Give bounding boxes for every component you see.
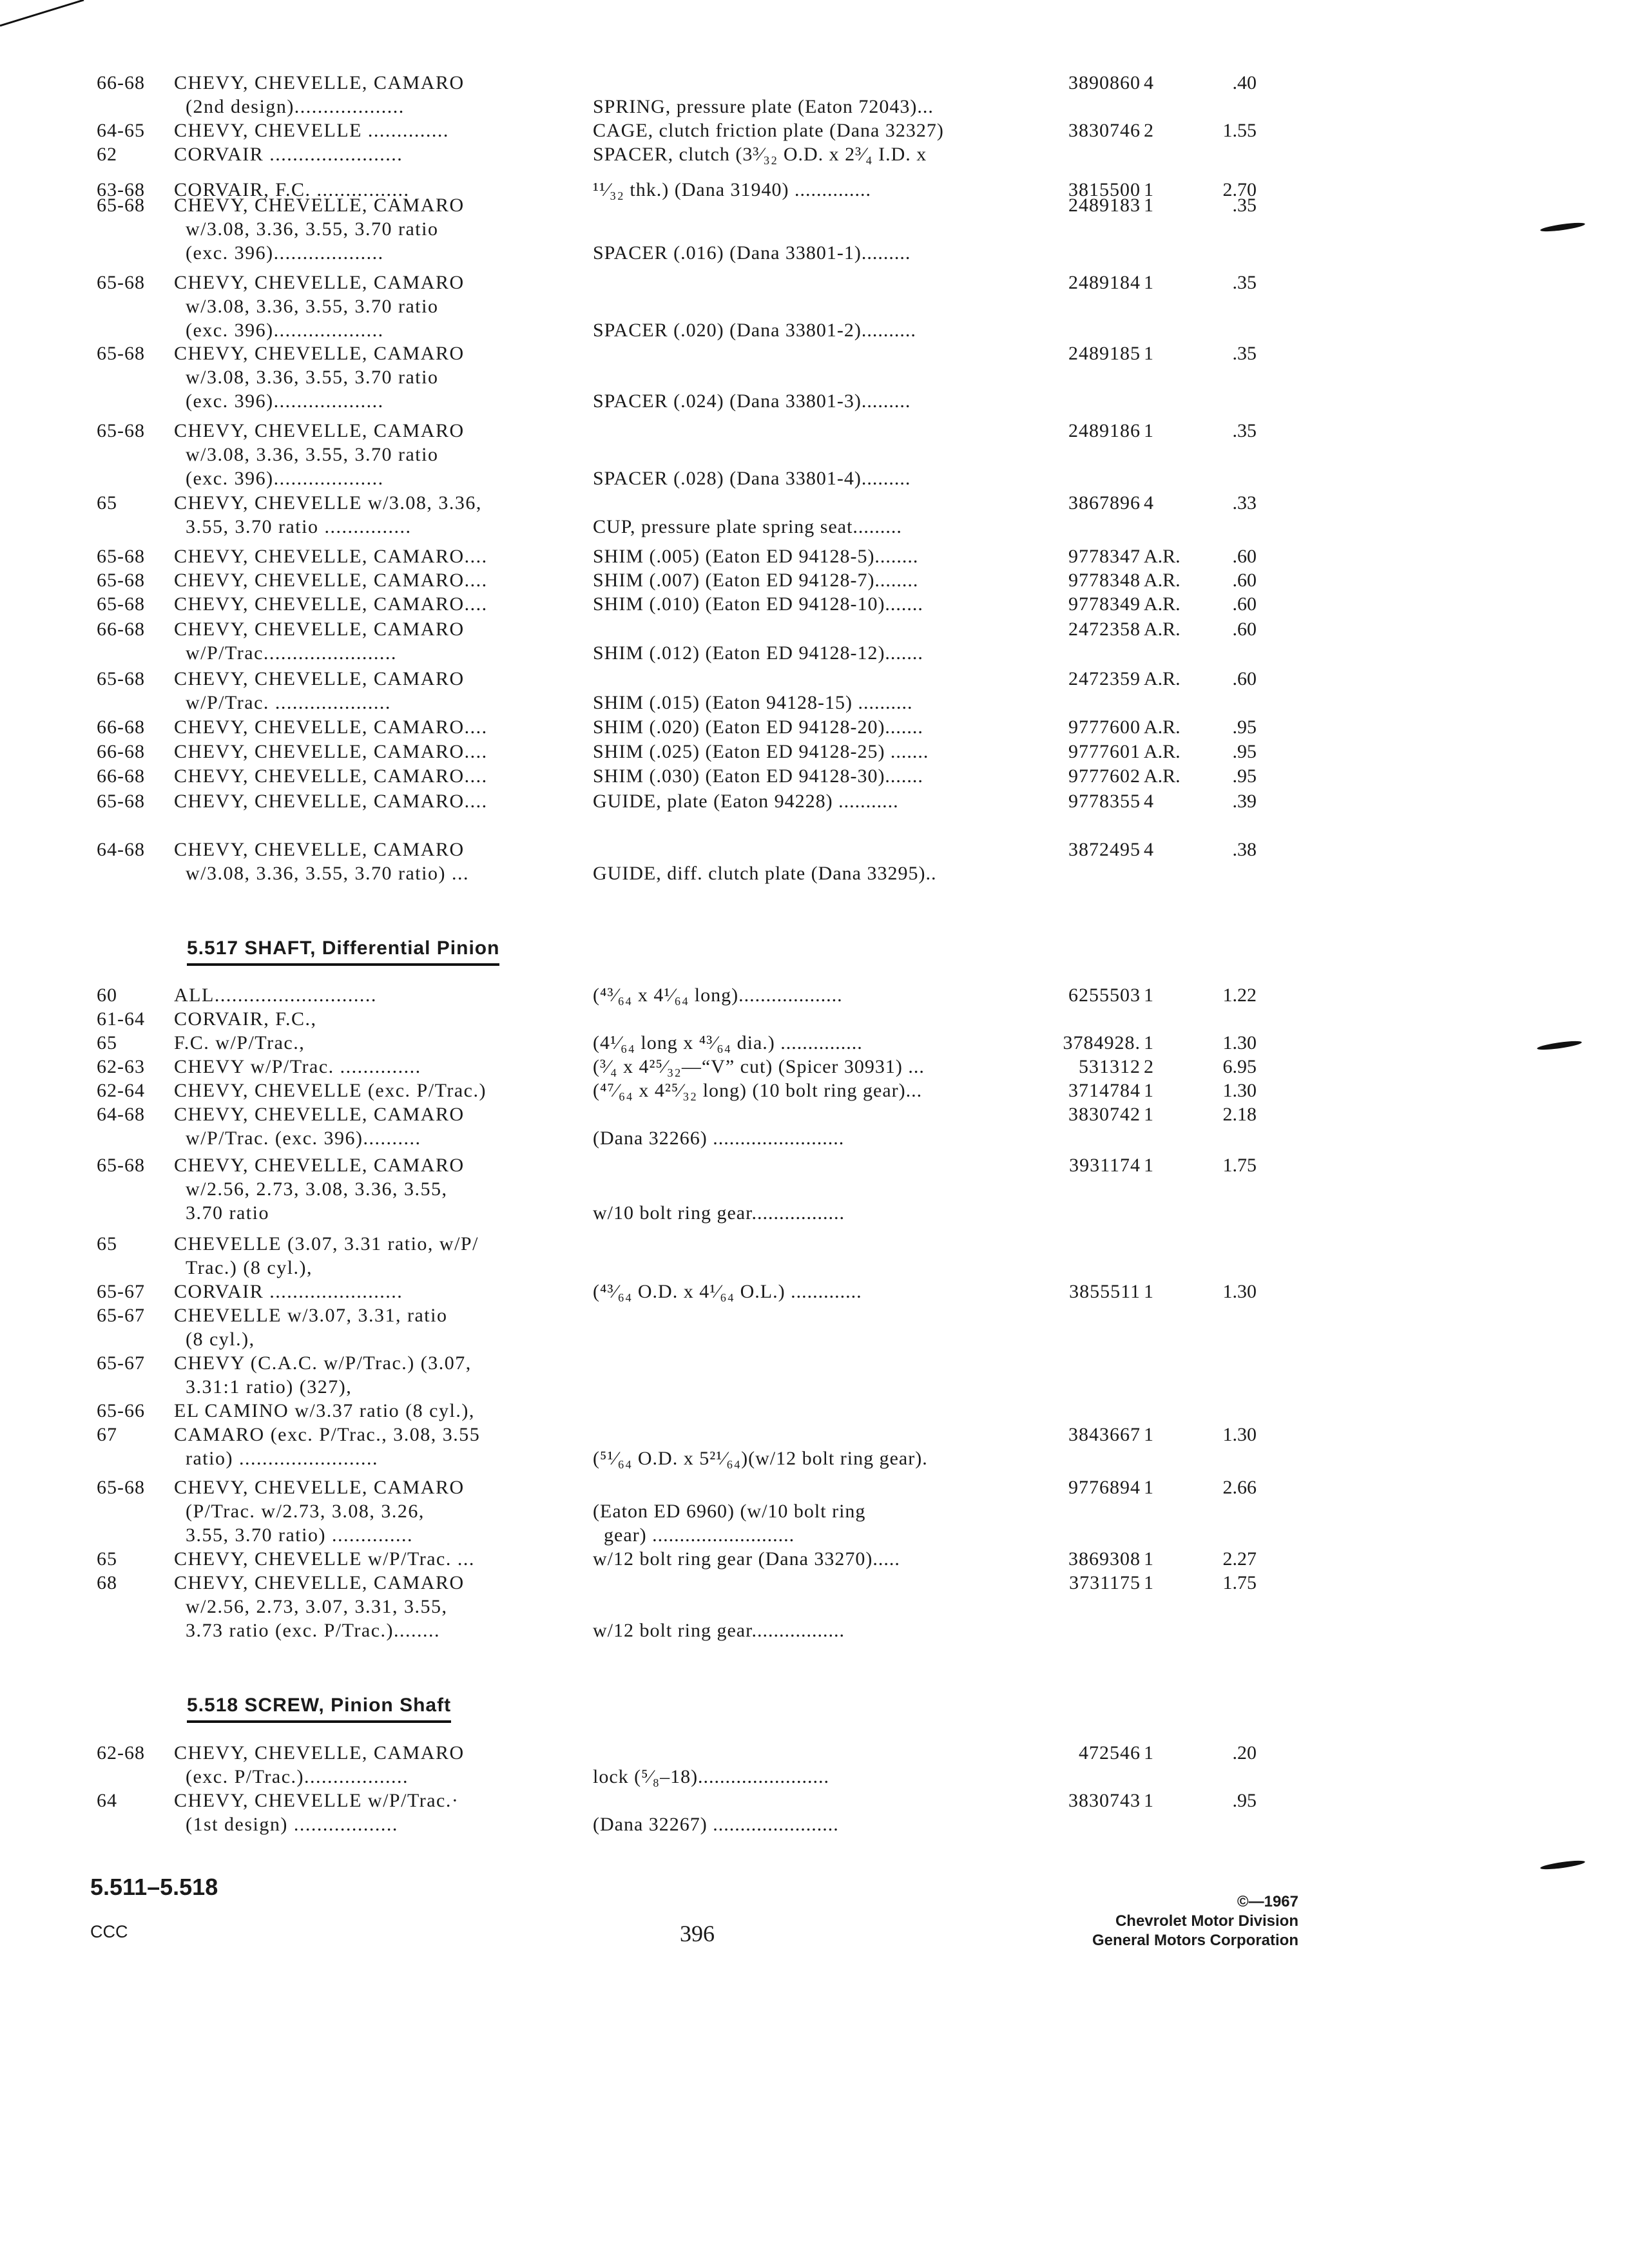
part-number: 2472358 [1068,619,1141,640]
part-description: (Dana 32267) ....................... [593,1814,839,1835]
year-range: 65 [97,1233,117,1254]
part-description: SHIM (.010) (Eaton ED 94128-10)....... [593,593,923,615]
model-application: CORVAIR ....................... [174,1281,403,1302]
quantity: A.R. [1144,593,1181,615]
price: .39 [1232,791,1257,812]
part-description: (4¹⁄₆₄ long x ⁴³⁄₆₄ dia.) ............... [593,1032,863,1053]
price: 1.30 [1222,1032,1257,1053]
price: 1.75 [1222,1572,1257,1593]
price: .35 [1232,343,1257,364]
part-number: 3830746 [1068,120,1141,141]
quantity: 1 [1144,1155,1153,1176]
year-range: 66-68 [97,72,145,93]
copyright-block [1031,1892,1298,1950]
price: .35 [1232,195,1257,216]
part-number: 3731175 [1069,1572,1141,1593]
part-number: 9778348 [1068,570,1141,591]
quantity: A.R. [1144,668,1181,689]
part-number: 2472359 [1068,668,1141,689]
year-range: 65-66 [97,1400,145,1421]
part-description: GUIDE, diff. clutch plate (Dana 33295).. [593,863,937,884]
year-range: 68 [97,1572,117,1593]
price: 6.95 [1222,1056,1257,1077]
model-application: CORVAIR, F.C. ................ [174,179,410,200]
part-number: 3830743 [1068,1790,1141,1811]
price: .60 [1232,619,1257,640]
price: .35 [1232,420,1257,441]
year-range: 65-68 [97,1477,145,1498]
year-range: 65 [97,1548,117,1570]
part-number: 3869308 [1068,1548,1141,1570]
model-application: CHEVY, CHEVELLE, CAMARO (exc. P/Trac.).................. [174,1742,465,1787]
scan-mark-right-2 [1537,1039,1583,1052]
price: .60 [1232,570,1257,591]
model-application: CHEVY, CHEVELLE, CAMARO w/3.08, 3.36, 3.55, 3.70 ratio (exc. 396)................... [174,195,465,264]
quantity: A.R. [1144,765,1181,787]
year-range: 61-64 [97,1008,145,1030]
part-number: 3855511 [1069,1281,1141,1302]
year-range: 62-64 [97,1080,145,1101]
part-description: SHIM (.015) (Eaton 94128-15) .......... [593,692,913,713]
quantity: 1 [1144,1281,1153,1302]
year-range: 65-68 [97,791,145,812]
scan-mark-right-3 [1540,1859,1586,1871]
price: 2.66 [1222,1477,1257,1498]
part-description: w/10 bolt ring gear................. [593,1202,845,1224]
year-range: 65-68 [97,593,145,615]
year-range: 65-68 [97,272,145,293]
model-application: EL CAMINO w/3.37 ratio (8 cyl.), [174,1400,475,1421]
model-application: CHEVY, CHEVELLE, CAMARO.... [174,593,488,615]
year-range: 65-68 [97,570,145,591]
part-number: 6255503 [1068,985,1141,1006]
quantity: 1 [1144,1032,1153,1053]
part-description: SPACER (.028) (Dana 33801-4)......... [593,468,911,489]
price: 2.18 [1222,1104,1257,1125]
price: .95 [1232,765,1257,787]
part-number: 2489186 [1068,420,1141,441]
part-description: lock (⁵⁄₈–18)........................ [593,1766,830,1787]
year-range: 65-68 [97,668,145,689]
price: 2.70 [1222,179,1257,200]
model-application: CORVAIR ....................... [174,144,403,165]
part-number: 2489184 [1068,272,1141,293]
part-number: 9777601 [1068,741,1141,762]
year-range: 65-67 [97,1305,145,1326]
model-application: CHEVY, CHEVELLE, CAMARO.... [174,765,488,787]
part-number: 3843667 [1068,1424,1141,1445]
year-range: 67 [97,1424,117,1445]
quantity: 1 [1144,343,1153,364]
part-description: CAGE, clutch friction plate (Dana 32327) [593,120,944,141]
year-range: 65-68 [97,546,145,567]
model-application: CHEVY, CHEVELLE .............. [174,120,449,141]
year-range: 66-68 [97,716,145,738]
model-application: CHEVY, CHEVELLE, CAMARO w/3.08, 3.36, 3.55, 3.70 ratio (exc. 396)................... [174,343,465,412]
model-application: ALL............................ [174,985,377,1006]
part-number: 3830742 [1068,1104,1141,1125]
part-number: 2489185 [1068,343,1141,364]
quantity: A.R. [1144,546,1181,567]
part-number: 3890860 [1068,72,1141,93]
section-range: 5.511–5.518 [90,1874,218,1900]
quantity: 1 [1144,1080,1153,1101]
model-application: CHEVY, CHEVELLE w/P/Trac.· (1st design) .................. [174,1790,459,1835]
corporation-name: General Motors Corporation [1092,1932,1298,1949]
model-application: CAMARO (exc. P/Trac., 3.08, 3.55 ratio) ........................ [174,1424,481,1469]
year-range: 65-68 [97,195,145,216]
part-description: (⁴³⁄₆₄ x 4¹⁄₆₄ long)................... [593,985,843,1006]
section-heading: 5.517 SHAFT, Differential Pinion [187,937,499,966]
quantity: 4 [1144,839,1153,860]
year-range: 62 [97,144,117,165]
model-application: CORVAIR, F.C., [174,1008,317,1030]
year-range: 65-67 [97,1281,145,1302]
scan-mark-right-1 [1540,221,1586,233]
quantity: A.R. [1144,741,1181,762]
part-number: 3714784 [1068,1080,1141,1101]
quantity: A.R. [1144,570,1181,591]
quantity: 1 [1144,1572,1153,1593]
year-range: 62-68 [97,1742,145,1763]
year-range: 66-68 [97,765,145,787]
part-description: (⁴⁷⁄₆₄ x 4²⁵⁄₃₂ long) (10 bolt ring gear)... [593,1080,923,1101]
model-application: CHEVY, CHEVELLE, CAMARO w/3.08, 3.36, 3.55, 3.70 ratio (exc. 396)................... [174,272,465,341]
part-number: 472546 [1079,1742,1141,1763]
quantity: 1 [1144,420,1153,441]
model-application: CHEVY, CHEVELLE, CAMARO.... [174,570,488,591]
part-description: w/12 bolt ring gear (Dana 33270)..... [593,1548,900,1570]
quantity: 1 [1144,1548,1153,1570]
model-application: CHEVY, CHEVELLE w/3.08, 3.36, 3.55, 3.70 ratio ............... [174,492,482,537]
price: .38 [1232,839,1257,860]
page-number: 396 [680,1921,715,1946]
part-description: (⁴³⁄₆₄ O.D. x 4¹⁄₆₄ O.L.) ............. [593,1281,862,1302]
part-number: 531312 [1079,1056,1141,1077]
quantity: 1 [1144,1790,1153,1811]
quantity: A.R. [1144,716,1181,738]
part-number: 3815500 [1068,179,1141,200]
part-number: 3872495 [1068,839,1141,860]
part-number: 9776894 [1068,1477,1141,1498]
year-range: 63-68 [97,179,145,200]
quantity: 1 [1144,272,1153,293]
price: .60 [1232,546,1257,567]
price: .95 [1232,716,1257,738]
year-range: 60 [97,985,117,1006]
model-application: CHEVELLE w/3.07, 3.31, ratio (8 cyl.), [174,1305,448,1350]
price: .95 [1232,1790,1257,1811]
quantity: 1 [1144,195,1153,216]
part-description: SHIM (.025) (Eaton ED 94128-25) ....... [593,741,929,762]
model-application: CHEVY, CHEVELLE, CAMARO.... [174,791,488,812]
section-heading: 5.518 SCREW, Pinion Shaft [187,1695,451,1723]
quantity: 1 [1144,1424,1153,1445]
year-range: 65 [97,492,117,514]
model-application: CHEVY, CHEVELLE (exc. P/Trac.) [174,1080,487,1101]
model-application: F.C. w/P/Trac., [174,1032,305,1053]
part-description: SHIM (.005) (Eaton ED 94128-5)........ [593,546,919,567]
part-number: 9778349 [1068,593,1141,615]
part-description: (³⁄₄ x 4²⁵⁄₃₂—“V” cut) (Spicer 30931) ... [593,1056,925,1077]
copyright-year: ©—1967 [1237,1893,1298,1910]
price: 1.30 [1222,1080,1257,1101]
division-name: Chevrolet Motor Division [1115,1912,1298,1930]
part-description: CUP, pressure plate spring seat......... [593,516,902,537]
year-range: 66-68 [97,619,145,640]
quantity: 4 [1144,791,1153,812]
part-description: SPACER (.016) (Dana 33801-1)......... [593,242,911,264]
part-description: SHIM (.020) (Eaton ED 94128-20)....... [593,716,923,738]
model-application: CHEVY (C.A.C. w/P/Trac.) (3.07, 3.31:1 ratio) (327), [174,1352,472,1398]
year-range: 62-63 [97,1056,145,1077]
quantity: 1 [1144,179,1153,200]
price: 1.75 [1222,1155,1257,1176]
year-range: 65-68 [97,343,145,364]
price: 1.55 [1222,120,1257,141]
part-description: SPACER (.024) (Dana 33801-3)......... [593,390,911,412]
price: 1.30 [1222,1424,1257,1445]
price: 1.22 [1222,985,1257,1006]
part-description: SPACER, clutch (3³⁄₃₂ O.D. x 2³⁄₄ I.D. x [593,144,927,165]
part-number: 9777602 [1068,765,1141,787]
part-number: 9777600 [1068,716,1141,738]
part-number: 9778355 [1068,791,1141,812]
quantity: 1 [1144,1477,1153,1498]
model-application: CHEVY, CHEVELLE, CAMARO w/P/Trac. .................... [174,668,465,713]
quantity: 2 [1144,120,1153,141]
model-application: CHEVY, CHEVELLE, CAMARO w/2.56, 2.73, 3.08, 3.36, 3.55, 3.70 ratio [174,1155,465,1224]
quantity: 1 [1144,1104,1153,1125]
quantity: 1 [1144,985,1153,1006]
part-number: 9778347 [1068,546,1141,567]
price: .95 [1232,741,1257,762]
price: .20 [1232,1742,1257,1763]
model-application: CHEVY, CHEVELLE, CAMARO w/P/Trac....................... [174,619,465,664]
year-range: 64-68 [97,839,145,860]
part-description: SHIM (.030) (Eaton ED 94128-30)....... [593,765,923,787]
catalog-code: CCC [90,1922,128,1941]
price: 2.27 [1222,1548,1257,1570]
part-description: (⁵¹⁄₆₄ O.D. x 5²¹⁄₆₄)(w/12 bolt ring gear). [593,1448,928,1469]
price: 1.30 [1222,1281,1257,1302]
model-application: CHEVY w/P/Trac. .............. [174,1056,421,1077]
year-range: 64-65 [97,120,145,141]
year-range: 65 [97,1032,117,1053]
price: .33 [1232,492,1257,514]
part-number: 3867896 [1068,492,1141,514]
part-description: ¹¹⁄₃₂ thk.) (Dana 31940) .............. [593,179,872,200]
year-range: 64 [97,1790,117,1811]
model-application: CHEVY, CHEVELLE, CAMARO (2nd design)................... [174,72,465,117]
price: .60 [1232,593,1257,615]
part-description: SHIM (.012) (Eaton ED 94128-12)....... [593,642,923,664]
year-range: 65-68 [97,420,145,441]
quantity: 4 [1144,492,1153,514]
part-description: SPRING, pressure plate (Eaton 72043)... [593,96,934,117]
year-range: 65-67 [97,1352,145,1374]
model-application: CHEVY, CHEVELLE, CAMARO (P/Trac. w/2.73, 3.08, 3.26, 3.55, 3.70 ratio) .............. [174,1477,465,1546]
model-application: CHEVY, CHEVELLE, CAMARO w/P/Trac. (exc. 396).......... [174,1104,465,1149]
part-number: 3931174 [1069,1155,1141,1176]
model-application: CHEVY, CHEVELLE, CAMARO.... [174,546,488,567]
year-range: 66-68 [97,741,145,762]
quantity: 1 [1144,1742,1153,1763]
model-application: CHEVY, CHEVELLE, CAMARO.... [174,716,488,738]
part-description: w/12 bolt ring gear................. [593,1620,845,1641]
part-number: 3784928. [1063,1032,1141,1053]
price: .35 [1232,272,1257,293]
part-number: 2489183 [1068,195,1141,216]
model-application: CHEVY, CHEVELLE, CAMARO w/2.56, 2.73, 3.07, 3.31, 3.55, 3.73 ratio (exc. P/Trac.)........ [174,1572,465,1641]
price: .40 [1232,72,1257,93]
quantity: 2 [1144,1056,1153,1077]
price: .60 [1232,668,1257,689]
part-description: SPACER (.020) (Dana 33801-2).......... [593,320,916,341]
model-application: CHEVY, CHEVELLE w/P/Trac. ... [174,1548,475,1570]
part-description: SHIM (.007) (Eaton ED 94128-7)........ [593,570,919,591]
model-application: CHEVY, CHEVELLE, CAMARO.... [174,741,488,762]
model-application: CHEVY, CHEVELLE, CAMARO w/3.08, 3.36, 3.55, 3.70 ratio) ... [174,839,469,884]
part-description: GUIDE, plate (Eaton 94228) ........... [593,791,899,812]
scan-mark-top-left [0,0,90,32]
year-range: 64-68 [97,1104,145,1125]
quantity: A.R. [1144,619,1181,640]
quantity: 4 [1144,72,1153,93]
part-description: (Eaton ED 6960) (w/10 bolt ring gear) .......................... [593,1501,866,1546]
model-application: CHEVY, CHEVELLE, CAMARO w/3.08, 3.36, 3.55, 3.70 ratio (exc. 396)................... [174,420,465,489]
year-range: 65-68 [97,1155,145,1176]
part-description: (Dana 32266) ........................ [593,1128,845,1149]
model-application: CHEVELLE (3.07, 3.31 ratio, w/P/ Trac.) (8 cyl.), [174,1233,479,1278]
